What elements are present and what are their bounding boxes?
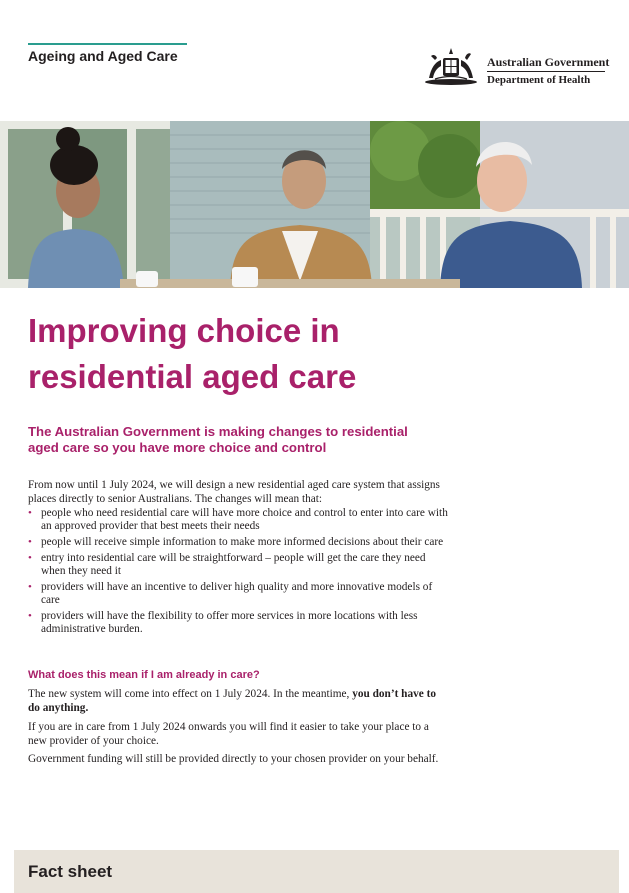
list-item <box>28 610 448 636</box>
bullet-icon: • <box>28 610 32 622</box>
bullet-icon: • <box>28 581 32 593</box>
list-item-text: people will receive simple information to make more informed decisions about their care <box>41 536 444 548</box>
qa-paragraph-1 <box>28 687 448 715</box>
department-name: Department of Health <box>487 74 591 86</box>
list-item <box>28 507 448 533</box>
logo-divider <box>487 71 605 72</box>
qa-paragraph-1-emphasis: you don’t have to do anything. <box>28 688 436 714</box>
qa-paragraph-1-text: The new system will come into effect on 1 July 2024. In the meantime, <box>28 688 353 700</box>
list-item-text: people who need residential care will have more choice and control to enter into care with an approved provider that best meets their needs <box>41 507 448 532</box>
coat-of-arms-icon <box>421 44 481 88</box>
bullet-icon: • <box>28 552 32 564</box>
list-item-text: providers will have an incentive to deliver high quality and more innovative models of care <box>41 581 433 606</box>
page-title: Improving choice in residential aged care <box>28 312 357 395</box>
header-accent-rule <box>28 43 187 45</box>
bullet-icon: • <box>28 507 32 519</box>
list-item <box>28 581 448 607</box>
list-item <box>28 536 448 549</box>
bullet-icon: • <box>28 536 32 548</box>
page-subtitle: The Australian Government is making changes to residential aged care so you have more choice and control <box>28 424 408 455</box>
hero-photo <box>0 121 629 288</box>
list-item <box>28 552 448 578</box>
list-item-text: entry into residential care will be straightforward – people will get the care they need when they need it <box>41 552 426 577</box>
intro-paragraph: From now until 1 July 2024, we will design a new residential aged care system that assigns places directly to senior Australians. The changes will mean that: <box>28 479 440 505</box>
qa-heading: What does this mean if I am already in care? <box>28 669 260 681</box>
qa-paragraph-3: Government funding will still be provided directly to your chosen provider on your behalf. <box>28 753 439 765</box>
section-label: Ageing and Aged Care <box>28 48 178 64</box>
qa-paragraph-2: If you are in care from 1 July 2024 onwards you will find it easier to take your place to a new provider of your choice. <box>28 721 429 747</box>
changes-list <box>28 507 448 639</box>
government-logo <box>421 44 611 90</box>
people-on-veranda-icon <box>0 121 629 288</box>
footer-label: Fact sheet <box>28 862 113 881</box>
government-name: Australian Government <box>487 55 610 69</box>
footer-bar <box>14 850 619 893</box>
list-item-text: providers will have the flexibility to offer more services in more locations with less administrative burden. <box>41 610 418 635</box>
